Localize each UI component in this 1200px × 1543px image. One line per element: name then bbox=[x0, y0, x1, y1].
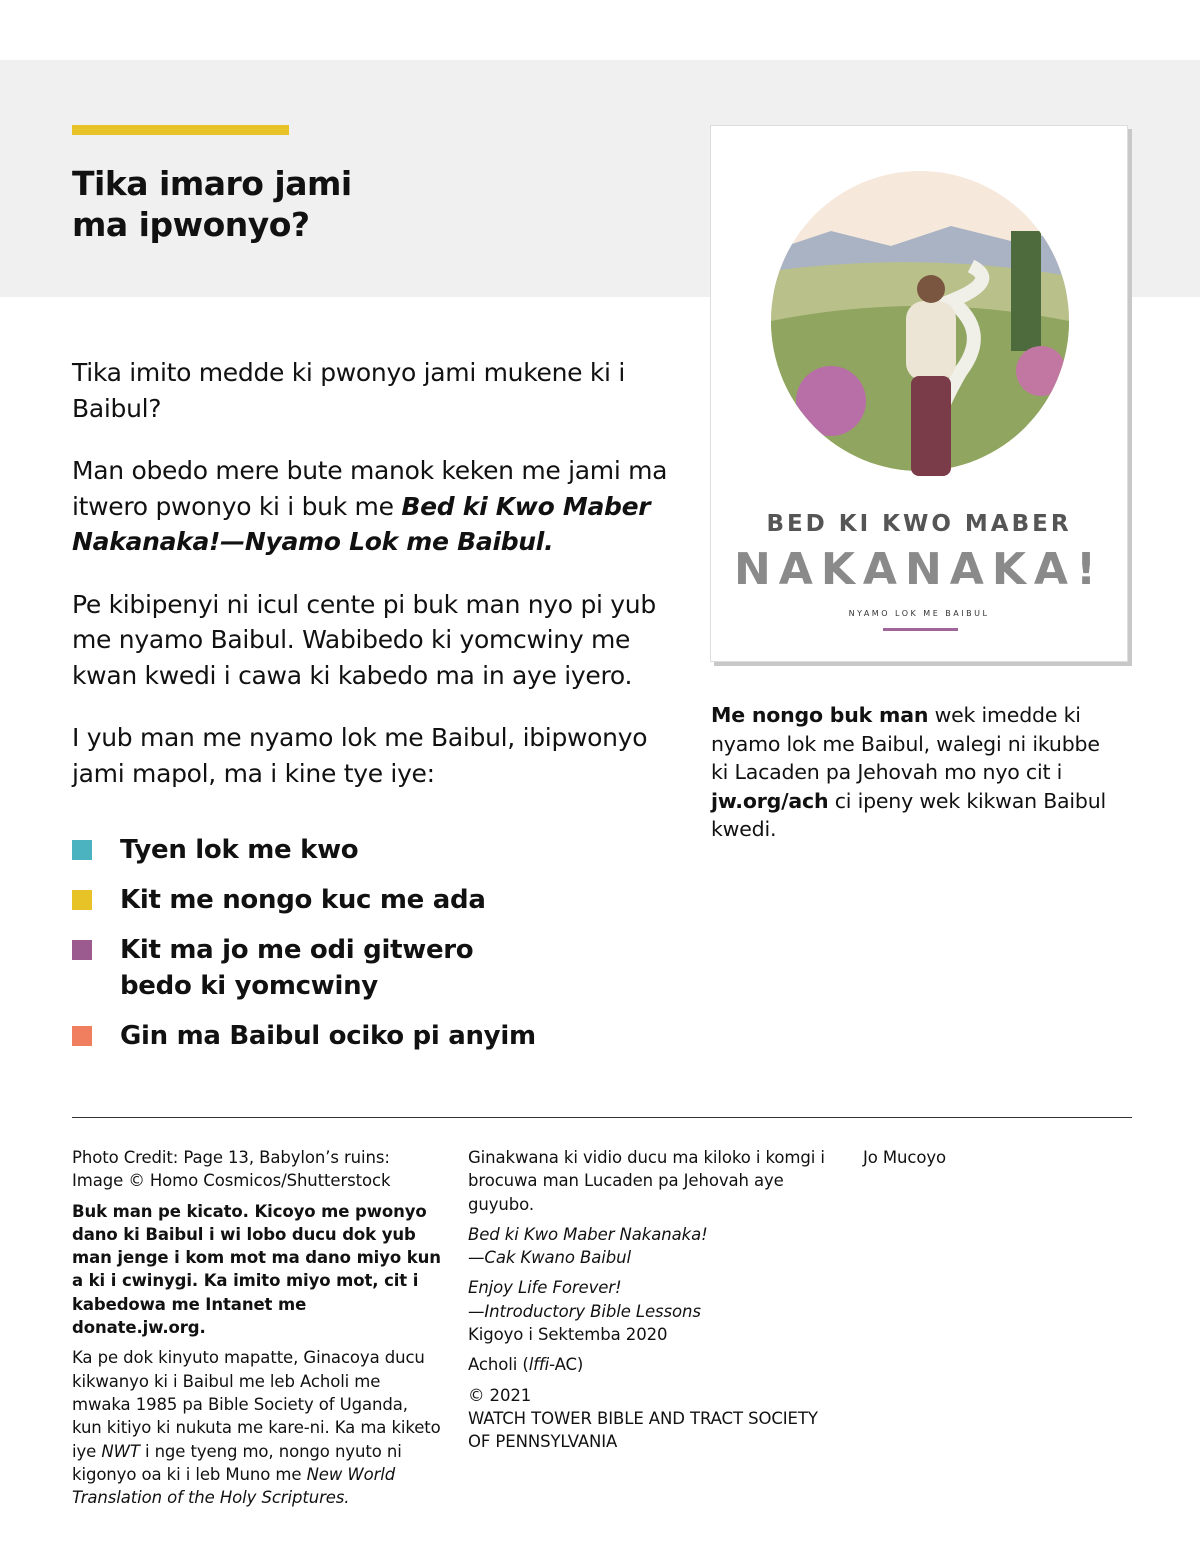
cover-caption bbox=[711, 701, 1121, 844]
english-title bbox=[468, 1276, 828, 1346]
paragraph bbox=[72, 453, 682, 560]
caption-text: ci ipeny wek kikwan Baibul kwedi. bbox=[711, 788, 1107, 841]
text: -AC) bbox=[549, 1355, 584, 1375]
book-cover bbox=[710, 125, 1128, 662]
publication-title bbox=[468, 1223, 828, 1270]
topic-item bbox=[72, 882, 672, 918]
topic-label: Gin ma Baibul ociko pi anyim bbox=[120, 1021, 536, 1051]
text: WATCH TOWER BIBLE AND TRACT SOCIETY bbox=[468, 1408, 818, 1428]
topic-label: Tyen lok me kwo bbox=[120, 835, 359, 865]
video-note: Ginakwana ki vidio ducu ma kiloko i komgi i brocuwa man Lucaden pa Jehovah aye guyubo. bbox=[468, 1148, 825, 1214]
title-line: Tika imaro jami bbox=[72, 164, 352, 203]
text: New World Translation of the Holy Scriptures. bbox=[72, 1464, 396, 1508]
text: lffi bbox=[528, 1355, 550, 1375]
body-text bbox=[72, 355, 682, 818]
topic-item bbox=[72, 832, 672, 868]
text: © 2021 bbox=[468, 1385, 532, 1405]
photo-credit: Photo Credit: Page 13, Babylon’s ruins: Image © Homo Cosmicos/Shutterstock bbox=[72, 1148, 391, 1191]
paragraph: Pe kibipenyi ni icul cente pi buk man nyo pi yub me nyamo Baibul. Wabibedo ki yomcwiny me kwan kwedi i cawa ki kabedo ma in aye iyero. bbox=[72, 589, 656, 690]
donation-note: Buk man pe kicato. Kicoyo me pwonyo dano ki Baibul i wi lobo ducu dok yub man jenge i kom mot ma dano miyo kun a ki i cwinygi. Ka imito miyo mot, cit i kabedowa me Intanet me donate.jw.org. bbox=[72, 1201, 441, 1338]
cover-accent-bar bbox=[883, 628, 958, 631]
footer-col-2 bbox=[468, 1146, 828, 1461]
topic-label: Kit me nongo kuc me ada bbox=[120, 885, 486, 915]
copyright bbox=[468, 1384, 828, 1454]
footer-col-3 bbox=[863, 1146, 1063, 1176]
cover-title-line2: NAKANAKA! bbox=[733, 544, 1105, 595]
page-title bbox=[72, 163, 472, 245]
text: i nge tyeng mo, nongo nyuto ni kigonyo oa ki i leb Muno me bbox=[72, 1441, 402, 1484]
square-bullet-icon bbox=[72, 940, 92, 960]
text: NWT bbox=[101, 1441, 140, 1461]
topic-item bbox=[72, 932, 672, 1004]
topic-item bbox=[72, 1018, 672, 1054]
text: Bed ki Kwo Maber Nakanaka! bbox=[468, 1224, 708, 1244]
book-title: Bed ki Kwo Maber Nakanaka!—Nyamo Lok me Baibul. bbox=[72, 491, 651, 556]
text: Acholi ( bbox=[468, 1355, 529, 1375]
text: OF PENNSYLVANIA bbox=[468, 1432, 618, 1452]
text: Ka pe dok kinyuto mapatte, Ginacoya ducu kikwanyo ki i Baibul me leb Acholi me mwaka 1985 pa Bible Society of Uganda, kun kitiyo ki nukuta me kare-ni. Ka ma kiketo iye bbox=[72, 1348, 441, 1461]
cover-title-line1: BED KI KWO MABER bbox=[766, 511, 1072, 537]
text: —Introductory Bible Lessons bbox=[468, 1301, 701, 1321]
paragraph: I yub man me nyamo lok me Baibul, ibipwonyo jami mapol, ma i kine tye iye: bbox=[72, 723, 648, 788]
square-bullet-icon bbox=[72, 1026, 92, 1046]
caption-bold: Me nongo buk man bbox=[711, 703, 929, 727]
paragraph: Tika imito medde ki pwonyo jami mukene ki i Baibul? bbox=[72, 358, 625, 423]
title-line: ma ipwonyo? bbox=[72, 205, 310, 244]
text: —Cak Kwano Baibul bbox=[468, 1248, 631, 1268]
scripture-note bbox=[72, 1346, 442, 1509]
topic-list bbox=[72, 832, 672, 1068]
publisher-name: Jo Mucoyo bbox=[863, 1148, 947, 1167]
caption-text: wek imedde ki nyamo lok me Baibul, walegi ni ikubbe ki Lacaden pa Jehovah mo nyo cit i bbox=[711, 703, 1100, 784]
language bbox=[468, 1353, 828, 1376]
text: Enjoy Life Forever! bbox=[468, 1278, 622, 1298]
divider bbox=[72, 1117, 1132, 1118]
cover-subtitle: NYAMO LOK ME BAIBUL bbox=[848, 609, 990, 618]
topic-label: Kit ma jo me odi gitwero bedo ki yomcwiny bbox=[120, 935, 474, 1001]
accent-bar bbox=[72, 125, 289, 135]
printing-date: Kigoyo i Sektemba 2020 bbox=[468, 1325, 668, 1345]
website-link[interactable]: jw.org/ach bbox=[711, 788, 829, 813]
square-bullet-icon bbox=[72, 890, 92, 910]
square-bullet-icon bbox=[72, 840, 92, 860]
cover-illustration bbox=[771, 171, 1069, 501]
footer-col-1 bbox=[72, 1146, 442, 1516]
text: Man obedo mere bute manok keken me jami ma itwero pwonyo ki i buk me bbox=[72, 456, 668, 521]
